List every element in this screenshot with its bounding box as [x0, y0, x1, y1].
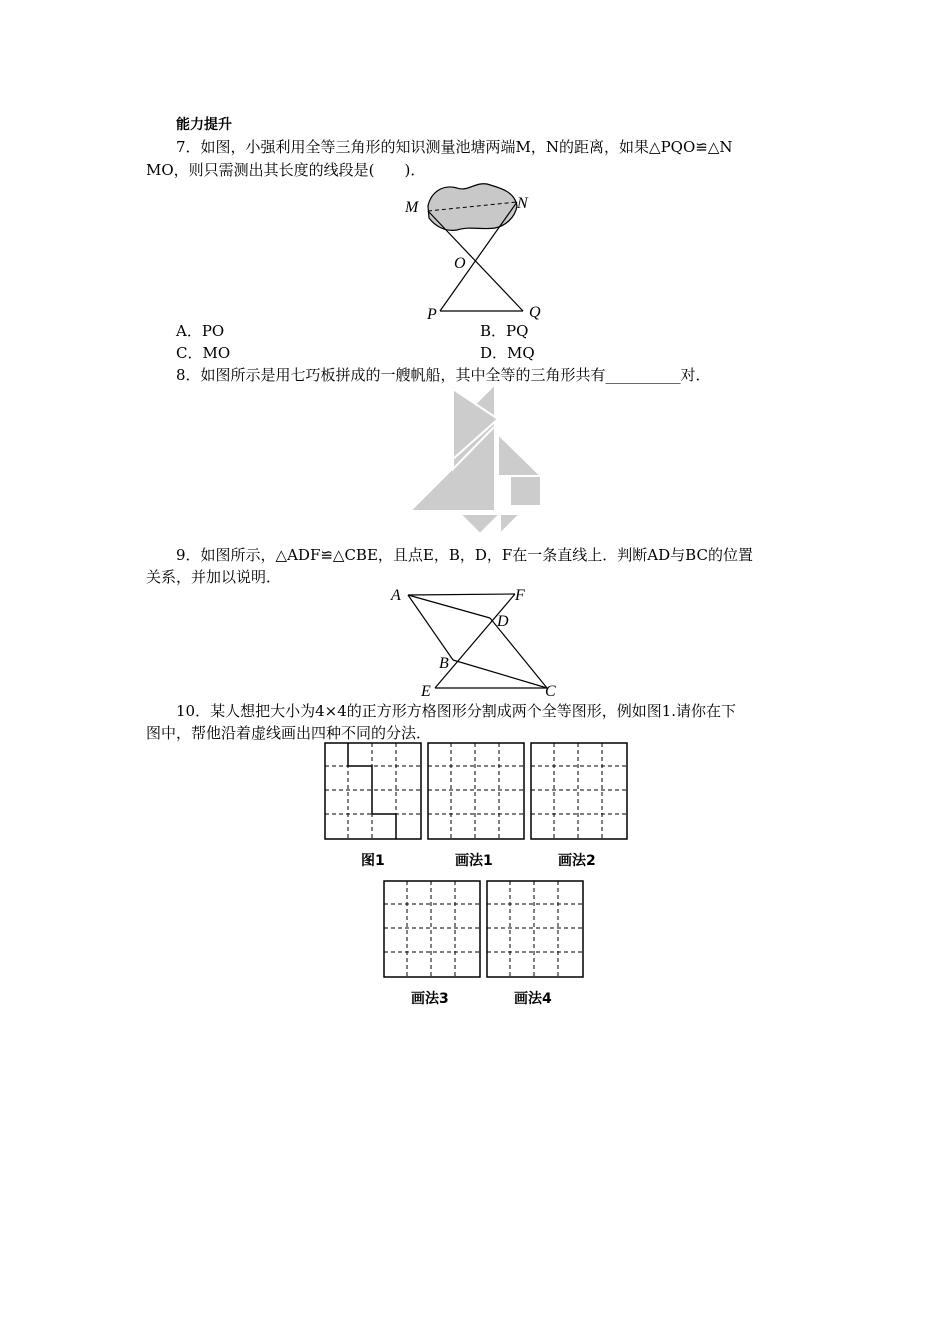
pond-figure	[395, 178, 555, 323]
label-q: Q	[529, 304, 541, 321]
tangram-small-triangle-1	[460, 514, 500, 534]
grid-figure-1	[324, 742, 422, 840]
q7-option-b[interactable]: B．PQ	[480, 322, 529, 340]
label-p: P	[427, 306, 437, 323]
line-ab	[408, 595, 453, 660]
q8-text: 8．如图所示是用七巧板拼成的一艘帆船，其中全等的三角形共有__________对．	[176, 366, 711, 384]
caption-method-3: 画法3	[411, 991, 449, 1007]
grid-method-4[interactable]	[486, 880, 584, 978]
q7-option-a[interactable]: A．PO	[176, 322, 225, 340]
label-e: E	[421, 683, 431, 700]
tangram-medium-triangle	[498, 434, 541, 476]
caption-method-4: 画法4	[514, 991, 552, 1007]
q10-line2: 图中，帮他沿着虚线画出四种不同的分法．	[146, 724, 432, 742]
tangram-small-triangle-2	[500, 514, 520, 534]
section-title: 能力提升	[176, 117, 232, 133]
q9-line1: 9．如图所示，△ADF≌△CBE，且点E，B，D，F在一条直线上．判断AD与BC的位置	[176, 546, 753, 564]
label-o: O	[454, 255, 466, 272]
q9-line2: 关系，并加以说明．	[146, 568, 282, 586]
caption-method-2: 画法2	[558, 853, 596, 869]
tangram-square	[510, 476, 541, 506]
caption-figure-1: 图1	[361, 853, 385, 869]
caption-method-1: 画法1	[455, 853, 493, 869]
line-af	[408, 594, 515, 595]
q7-line1: 7．如图，小强利用全等三角形的知识测量池塘两端M，N的距离，如果△PQO≌△N	[176, 138, 733, 156]
q7-option-d[interactable]: D．MQ	[480, 344, 535, 362]
line-bc	[453, 660, 547, 688]
label-n: N	[517, 195, 528, 212]
tangram-boat-figure	[400, 384, 550, 544]
label-m: M	[405, 199, 419, 216]
q7-line2: MO，则只需测出其长度的线段是( )．	[146, 161, 426, 179]
line-ad	[408, 595, 490, 618]
quadrilateral-figure	[385, 580, 570, 700]
label-f: F	[515, 587, 525, 604]
label-c: C	[545, 683, 556, 700]
grid-method-1[interactable]	[427, 742, 525, 840]
q10-line1: 10．某人想把大小为4×4的正方形方格图形分割成两个全等图形，例如图1.请你在下	[176, 702, 737, 720]
label-a: A	[391, 587, 401, 604]
grid-method-2[interactable]	[530, 742, 628, 840]
label-b: B	[439, 655, 449, 672]
pond-shape	[428, 184, 517, 231]
grid-method-3[interactable]	[383, 880, 481, 978]
label-d: D	[497, 613, 509, 630]
line-fe	[435, 594, 515, 688]
q7-option-c[interactable]: C．MO	[176, 344, 231, 362]
